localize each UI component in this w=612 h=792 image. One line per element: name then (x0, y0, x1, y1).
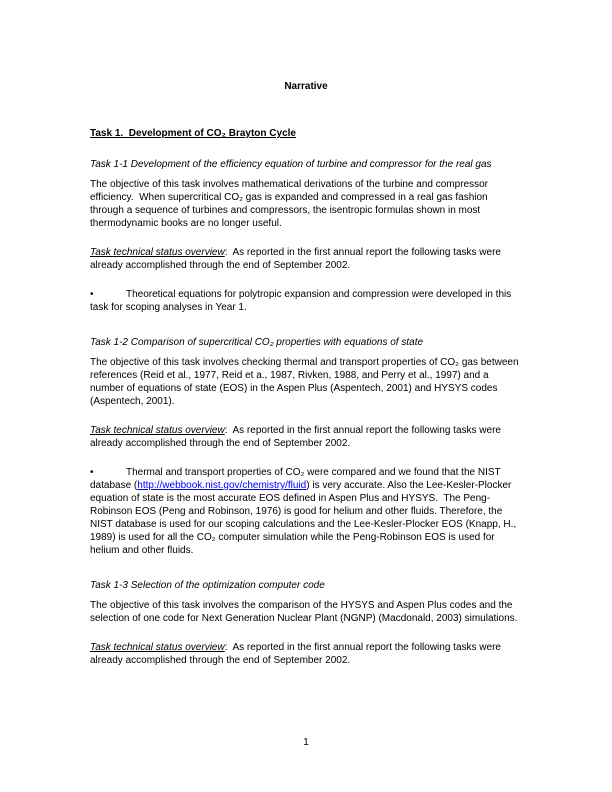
status-overview-label: Task technical status overview (90, 425, 225, 436)
task1-1-objective-paragraph: The objective of this task involves mathematical derivations of the turbine and compressor efficiency. When supercritical CO₂ gas is expanded and compressed in a real gas fashion through a sequence of turbines and compressors, the isentropic formulas shown in most thermodynamic books are no longer useful. (90, 179, 491, 229)
task1-2-bullet-text-pre: Thermal and transport properties of CO₂ were compared and we found that the NIST database ( (90, 467, 504, 491)
status-overview-text: : As reported in the first annual report the following tasks were already accomplished through the end of September 2002. (90, 247, 504, 271)
page-number: 1 (303, 737, 309, 748)
nist-webbook-link[interactable]: http://webbook.nist.gov/chemistry/fluid (137, 480, 307, 491)
status-overview-label: Task technical status overview (90, 247, 225, 258)
status-overview-text: : As reported in the first annual report the following tasks were already accomplished through the end of September 2002. (90, 425, 504, 449)
task1-2-heading: Task 1-2 Comparison of supercritical CO₂ properties with equations of state (90, 337, 424, 348)
task1-1-status-paragraph (90, 246, 522, 272)
status-overview-label: Task technical status overview (90, 642, 225, 653)
task1-1-heading: Task 1-1 Development of the efficiency equation of turbine and compressor for the real gas (90, 159, 492, 170)
bullet-icon: • (90, 467, 94, 478)
status-overview-text: : As reported in the first annual report the following tasks were already accomplished through the end of September 2002. (90, 642, 504, 666)
task1-2-bullet-text-post: ) is very accurate. Also the Lee-Kesler-Plocker equation of state is the most accurate EOS defined in Aspen Plus and HYSYS. The Peng-Robinson EOS (Peng and Robinson, 1976) is good for helium and other fluids. Therefore, the NIST database is used for our scoping calculations and the Lee-Kesler-Plocker EOS (Knapp, H., 1989) is used for all the CO₂ computer simulation while the Peng-Robinson EOS is used for helium and other fluids. (90, 480, 519, 556)
document-title: Narrative (284, 81, 328, 92)
task1-3-objective-paragraph: The objective of this task involves the comparison of the HYSYS and Aspen Plus codes and the selection of one code for Next Generation Nuclear Plant (NGNP) (Macdonald, 2003) simulations. (90, 600, 518, 624)
task1-3-status-paragraph (90, 641, 522, 667)
task1-1-bullet-text: Theoretical equations for polytropic expansion and compression were developed in this task for scoping analyses in Year 1. (90, 289, 515, 313)
bullet-icon: • (90, 289, 94, 300)
task1-2-objective-paragraph: The objective of this task involves checking thermal and transport properties of CO₂ gas between references (Reid et al., 1977, Reid et a., 1987, Rivken, 1988, and Perry et al., 1997) and a number of equations of state (EOS) in the Aspen Plus (Aspentech, 2001) and HYSYS codes (Aspentech, 2001). (90, 357, 522, 407)
task1-1-bullet-item (90, 288, 522, 314)
task1-heading: Task 1. Development of CO₂ Brayton Cycle (90, 128, 296, 139)
task1-3-heading: Task 1-3 Selection of the optimization computer code (90, 580, 325, 591)
task1-2-bullet-item (90, 466, 522, 557)
task1-2-status-paragraph (90, 424, 522, 450)
